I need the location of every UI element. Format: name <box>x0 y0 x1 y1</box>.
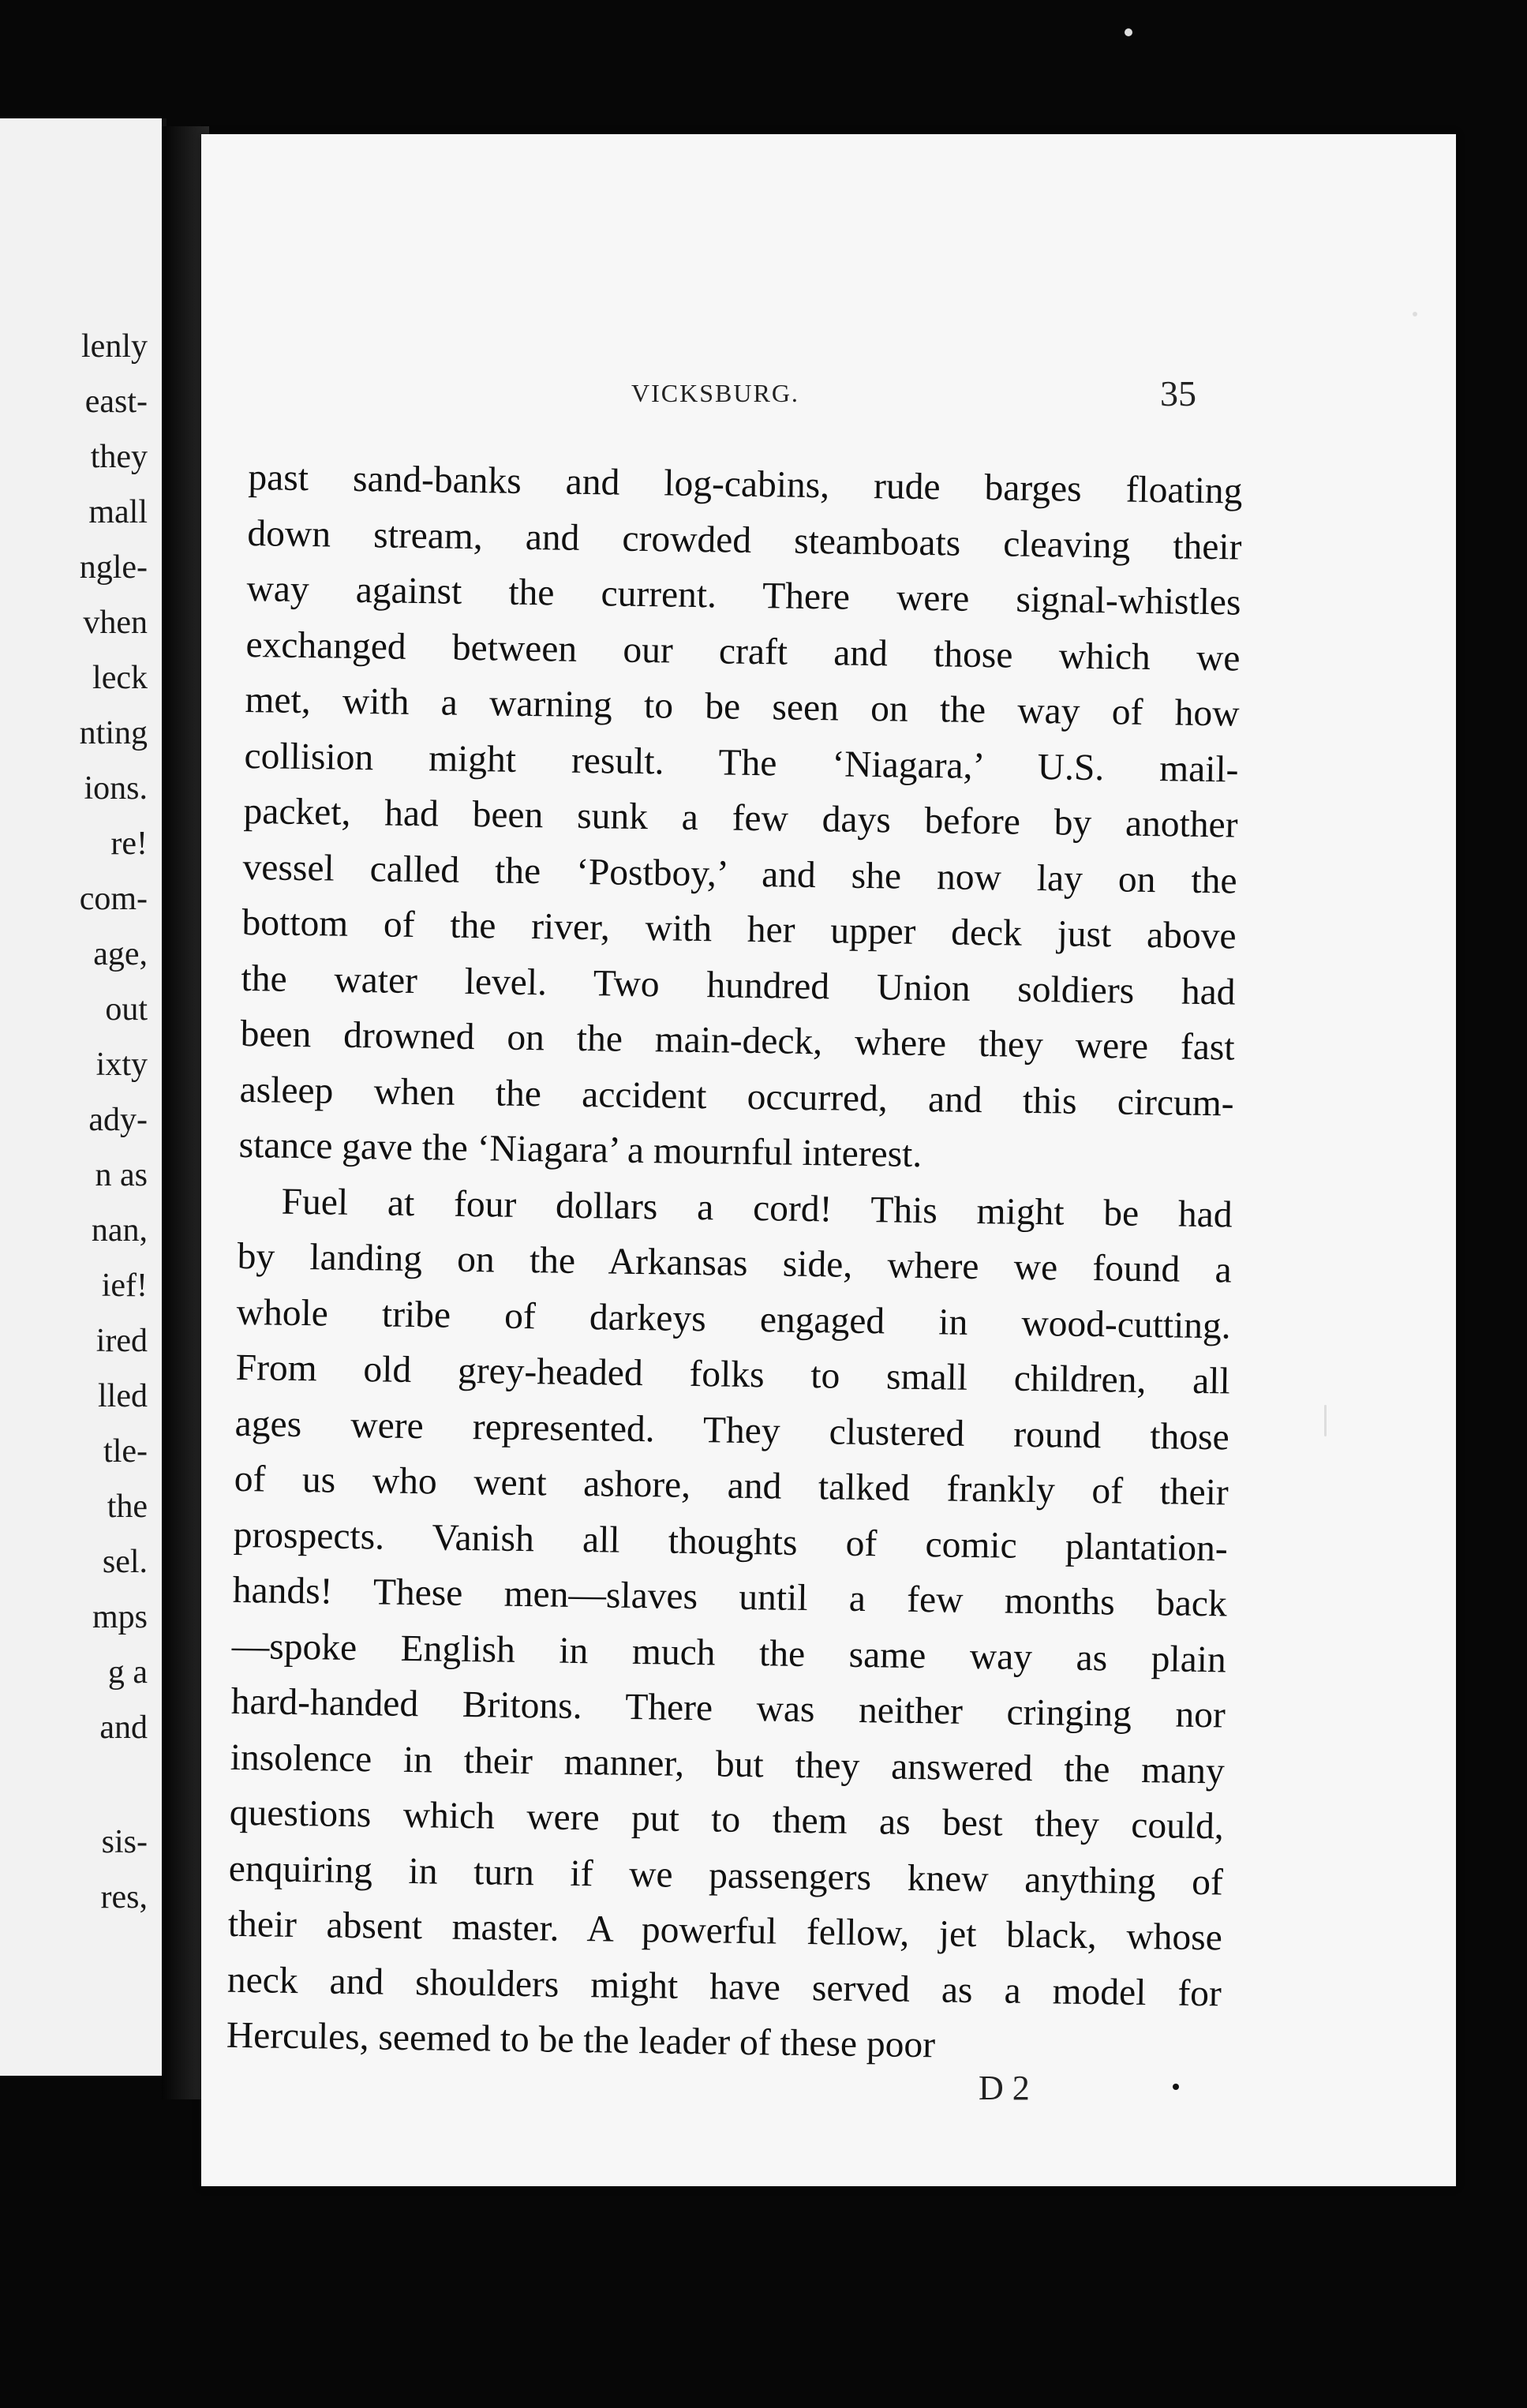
facing-page-line-fragment: ady- <box>88 1102 148 1138</box>
text-line: neck and shoulders might have served as a model for <box>226 1959 1222 2014</box>
facing-page-line-fragment: sel. <box>102 1544 148 1580</box>
facing-page-line-fragment: mall <box>88 494 148 530</box>
facing-page-left <box>0 118 167 2076</box>
text-line: down stream, and crowded steamboats cleaving their <box>247 512 1242 568</box>
text-line: Fuel at four dollars a cord! This might be had <box>281 1181 1233 1235</box>
facing-page-line-fragment: age, <box>93 936 148 972</box>
text-line: prospects. Vanish all thoughts of comic plantation- <box>233 1514 1229 1569</box>
text-line: —spoke English in much the same way as plain <box>231 1625 1227 1680</box>
facing-page-line-fragment: they <box>90 439 148 475</box>
facing-page-line-fragment: lenly <box>81 328 148 365</box>
text-line: ages were represented. They clustered round those <box>234 1402 1230 1458</box>
facing-page-line-fragment: ief! <box>101 1268 148 1304</box>
facing-page-line-fragment: ired <box>95 1323 148 1359</box>
facing-page-line-fragment: ions. <box>84 770 148 807</box>
text-line: enquiring in turn if we passengers knew anything of <box>228 1848 1224 1903</box>
facing-page-line-fragment: mps <box>92 1599 148 1635</box>
text-line: Hercules, seemed to be the leader of these poor <box>226 2014 936 2066</box>
text-line: From old grey-headed folks to small children, all <box>235 1346 1231 1402</box>
text-line: hard-handed Britons. There was neither cringing nor <box>230 1680 1226 1736</box>
facing-page-line-fragment: nting <box>79 715 148 751</box>
signature-mark: D 2 <box>979 2069 1030 2107</box>
running-head-title: VICKSBURG. <box>631 379 799 407</box>
facing-page-line-fragment: ngle- <box>79 549 148 586</box>
dust-speck <box>1413 312 1417 316</box>
facing-page-line-fragment: g a <box>107 1654 148 1691</box>
text-line: questions which were put to them as best they could, <box>229 1792 1225 1848</box>
text-line: bottom of the river, with her upper deck just above <box>241 901 1237 957</box>
text-line: by landing on the Arkansas side, where we found a <box>237 1235 1232 1291</box>
text-line: vessel called the ‘Postboy,’ and she now lay on the <box>242 846 1237 902</box>
facing-page-line-fragment: leck <box>92 660 148 696</box>
text-line: hands! These men—slaves until a few months back <box>232 1569 1228 1625</box>
facing-page-line-fragment: res, <box>100 1879 148 1916</box>
text-line: stance gave the ‘Niagara’ a mournful interest. <box>238 1124 923 1175</box>
text-line: insolence in their manner, but they answered the many <box>230 1736 1226 1792</box>
book-page <box>201 134 1456 2186</box>
facing-page-line-fragment: and <box>99 1710 148 1746</box>
facing-page-line-fragment: nan, <box>91 1212 148 1249</box>
facing-page-line-fragment: re! <box>110 826 148 862</box>
text-line: whole tribe of darkeys engaged in wood-cutting. <box>236 1291 1231 1346</box>
text-line: exchanged between our craft and those which we <box>245 624 1241 680</box>
facing-page-line-fragment: out <box>105 991 148 1028</box>
text-line: collision might result. The ‘Niagara,’ U.S. mail- <box>244 735 1239 791</box>
facing-page-line-fragment: vhen <box>83 605 148 641</box>
text-line: past sand-banks and log-cabins, rude barges floating <box>248 456 1243 512</box>
text-line: been drowned on the main-deck, where they were fast <box>240 1013 1235 1069</box>
text-line: asleep when the accident occurred, and this circum- <box>239 1069 1234 1125</box>
dust-speck <box>1324 1405 1327 1436</box>
text-line: of us who went ashore, and talked frankly of their <box>234 1458 1229 1514</box>
facing-page-line-fragment: lled <box>98 1378 148 1414</box>
facing-page-line-fragment: n as <box>95 1157 148 1193</box>
facing-page-line-fragment: com- <box>79 881 148 917</box>
facing-page-line-fragment: east- <box>84 384 148 420</box>
facing-page-line-fragment: the <box>107 1489 148 1525</box>
text-line: the water level. Two hundred Union soldiers had <box>241 957 1236 1013</box>
page-number: 35 <box>1160 373 1196 414</box>
text-line: way against the current. There were signal-whistles <box>246 567 1241 624</box>
dust-speck <box>1125 28 1132 36</box>
facing-page-line-fragment: sis- <box>101 1824 148 1860</box>
facing-page-line-fragment: tle- <box>103 1433 148 1470</box>
dust-speck <box>1173 2084 1179 2090</box>
facing-page-line-fragment: ixty <box>95 1047 148 1083</box>
text-line: met, with a warning to be seen on the way of how <box>245 679 1240 735</box>
body-text <box>226 450 1242 2077</box>
text-line: packet, had been sunk a few days before by another <box>243 790 1238 846</box>
text-line: their absent master. A powerful fellow, jet black, whose <box>227 1903 1223 1959</box>
